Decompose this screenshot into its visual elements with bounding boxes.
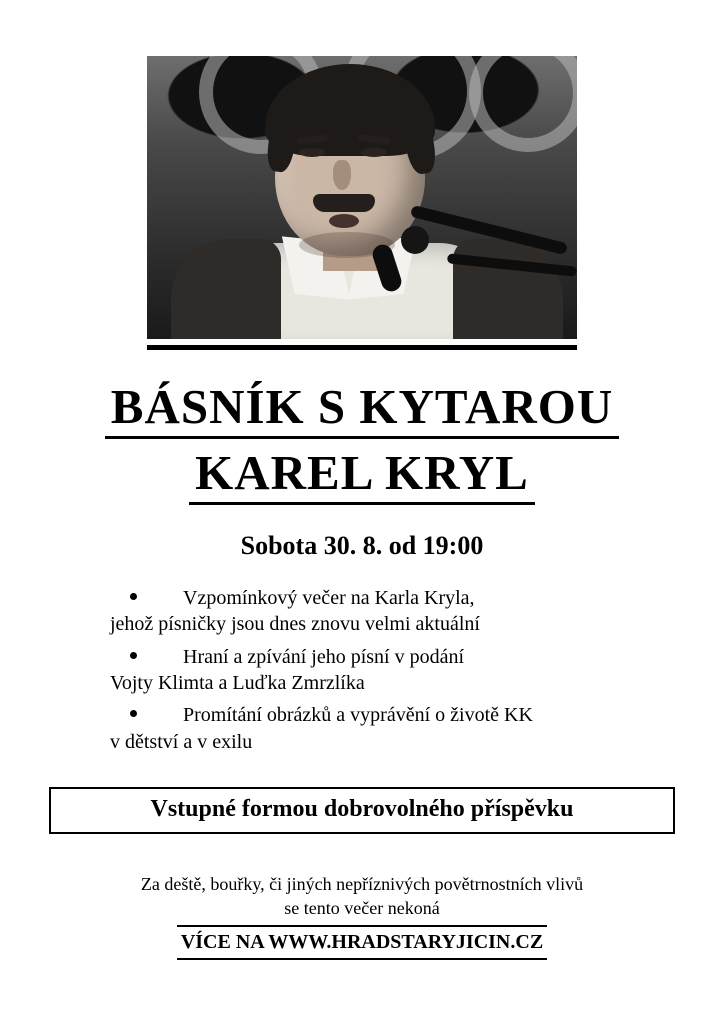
- photo-container: [147, 56, 577, 339]
- entry-fee-note: Vstupné formou dobrovolného příspěvku: [49, 787, 675, 834]
- list-item-text: Hraní a zpívání jeho písní v podání: [183, 645, 465, 668]
- bullet-list: [102, 585, 622, 761]
- list-item-second-line: Vojty Klimta a Luďka Zmrzlíka: [110, 671, 365, 694]
- list-item-first-line: [102, 702, 622, 728]
- eye-right: [361, 148, 387, 157]
- list-item: [102, 585, 622, 638]
- list-item-second-line: v dětství a v exilu: [110, 730, 253, 753]
- list-item-text: Promítání obrázků a vyprávění o životě KK: [183, 704, 533, 727]
- footer: [141, 872, 583, 960]
- weather-note-line-1: Za deště, bouřky, či jiných nepříznivých povětrnostních vlivů: [140, 874, 584, 895]
- microphone-head: [401, 226, 429, 254]
- list-item-first-line: [102, 585, 622, 611]
- event-datetime: Sobota 30. 8. od 19:00: [240, 530, 484, 560]
- title-block: [28, 381, 696, 505]
- moustache: [313, 194, 375, 212]
- nose: [333, 160, 351, 190]
- mouth: [329, 214, 359, 228]
- karel-kryl-photo: [147, 56, 577, 339]
- page-title-line-2: KAREL KRYL: [189, 447, 535, 505]
- list-item-text: Vzpomínkový večer na Karla Kryla,: [183, 586, 475, 609]
- weather-note-line-2: se tento večer nekoná: [284, 898, 440, 919]
- page-title-line-1: BÁSNÍK S KYTAROU: [105, 381, 619, 439]
- bullet-dot-icon: [130, 652, 137, 659]
- list-item-first-line: [102, 644, 622, 670]
- photo-underline: [147, 345, 577, 350]
- website-link[interactable]: VÍCE NA WWW.HRADSTARYJICIN.CZ: [177, 925, 547, 960]
- bullet-dot-icon: [130, 710, 137, 717]
- list-item: [102, 644, 622, 697]
- bullet-dot-icon: [130, 593, 137, 600]
- eye-left: [299, 148, 325, 157]
- list-item-second-line: jehož písničky jsou dnes znovu velmi aktuální: [110, 613, 480, 636]
- list-item: [102, 702, 622, 755]
